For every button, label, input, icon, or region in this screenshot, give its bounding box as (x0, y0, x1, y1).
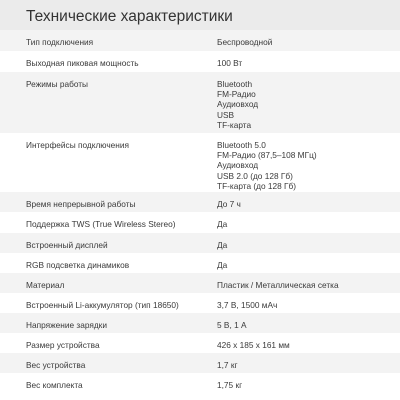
spec-value-line: USB (217, 109, 235, 120)
page-title: Технические характеристики (0, 0, 400, 32)
spec-value (217, 240, 397, 250)
spec-value-line: 100 Вт (217, 58, 243, 68)
spec-value (217, 37, 397, 47)
spec-row (0, 233, 400, 253)
spec-key: Тип подключения (26, 37, 94, 47)
spec-value (217, 380, 397, 390)
spec-row (0, 313, 400, 333)
spec-key: Размер устройства (26, 340, 100, 350)
spec-row (0, 373, 400, 393)
spec-value-line: 5 В, 1 А (217, 320, 247, 330)
spec-row (0, 333, 400, 353)
spec-value (217, 79, 397, 130)
spec-value-line: TF-карта (до 128 Гб) (217, 180, 297, 191)
spec-value-line: До 7 ч (217, 199, 241, 209)
spec-key: Режимы работы (26, 79, 89, 89)
spec-key: Встроенный Li-аккумулятор (тип 18650) (26, 300, 179, 310)
spec-key: Материал (26, 280, 65, 290)
spec-key: Вес устройства (26, 360, 86, 370)
spec-row (0, 293, 400, 313)
spec-value-line: Bluetooth 5.0 (217, 140, 266, 150)
spec-key: RGB подсветка динамиков (26, 260, 130, 270)
spec-row (0, 72, 400, 133)
spec-value-line: 1,7 кг (217, 360, 238, 370)
spec-value-line: Аудиовход (217, 160, 259, 171)
spec-key: Поддержка TWS (True Wireless Stereo) (26, 219, 176, 229)
spec-value (217, 280, 397, 290)
spec-key: Интерфейсы подключения (26, 140, 129, 150)
spec-key: Время непрерывной работы (26, 199, 136, 209)
spec-value (217, 58, 397, 68)
spec-value-line: Пластик / Металлическая сетка (217, 280, 339, 290)
spec-value (217, 340, 397, 350)
spec-row (0, 253, 400, 273)
spec-row (0, 192, 400, 212)
spec-value (217, 219, 397, 229)
spec-row (0, 353, 400, 373)
spec-value-line: FM-Радио (87,5–108 МГц) (217, 150, 317, 161)
spec-row (0, 212, 400, 233)
spec-value-line: 3,7 В, 1500 мАч (217, 300, 278, 310)
spec-value-line: Аудиовход (217, 99, 259, 110)
spec-value (217, 260, 397, 270)
spec-row (0, 30, 400, 51)
spec-value-line: Беспроводной (217, 37, 273, 47)
spec-value-line: Да (217, 219, 228, 229)
spec-row (0, 51, 400, 72)
spec-value (217, 360, 397, 370)
spec-value-line: 1,75 кг (217, 380, 243, 390)
spec-key: Встроенный дисплей (26, 240, 108, 250)
spec-value-line: Да (217, 240, 228, 250)
spec-value (217, 140, 397, 191)
spec-key: Выходная пиковая мощность (26, 58, 139, 68)
spec-value-line: USB 2.0 (до 128 Гб) (217, 170, 293, 181)
spec-value-line: 426 x 185 x 161 мм (217, 340, 290, 350)
spec-value-line: FM-Радио (217, 89, 256, 100)
spec-value (217, 320, 397, 330)
spec-value-line: TF-карта (217, 119, 252, 130)
spec-value-line: Bluetooth (217, 79, 253, 89)
spec-value-line: Да (217, 260, 228, 270)
spec-row (0, 273, 400, 293)
spec-row (0, 133, 400, 192)
spec-value (217, 199, 397, 209)
spec-key: Вес комплекта (26, 380, 83, 390)
spec-value (217, 300, 397, 310)
spec-key: Напряжение зарядки (26, 320, 107, 330)
